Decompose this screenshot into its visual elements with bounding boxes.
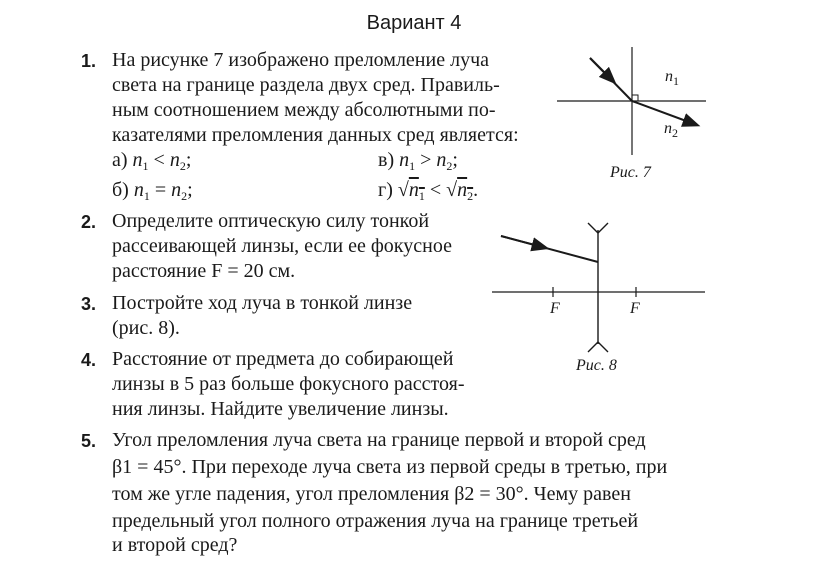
- problem-text-line: линзы в 5 раз больше фокусного расстоя-: [112, 373, 465, 395]
- problem-text-line: света на границе раздела двух сред. Правиль-: [112, 74, 500, 96]
- medium-label-n1: $n_1$: [665, 68, 679, 88]
- answer-option-v: в) $n_1 > n_2$;: [378, 149, 458, 173]
- problem-text-line: ния линзы. Найдите увеличение линзы.: [112, 398, 449, 420]
- answer-option-b: б) $n_1 = n_2$;: [112, 179, 193, 203]
- problem-text-line: рассеивающей линзы, если ее фокусное: [112, 235, 452, 257]
- figure-7-caption: Рис. 7: [610, 164, 651, 181]
- problem-number: 3.: [81, 294, 97, 314]
- problem-number: 1.: [81, 51, 97, 71]
- problem-text-line: (рис. 8).: [112, 317, 180, 339]
- medium-label-n2: $n_2$: [664, 120, 678, 140]
- focus-label-left: F: [550, 300, 560, 317]
- problem-text-line: и второй сред?: [112, 534, 238, 556]
- problem-text-line: том же угле падения, угол преломления β2 = 30°. Чему равен: [112, 483, 631, 505]
- problem-text-line: ным соотношением между абсолютными по-: [112, 99, 496, 121]
- focus-label-right: F: [630, 300, 640, 317]
- problem-text-line: На рисунке 7 изображено преломление луча: [112, 49, 490, 71]
- problem-text-line: Постройте ход луча в тонкой линзе: [112, 292, 413, 314]
- incident-arrow: [501, 236, 546, 248]
- problem-number: 5.: [81, 431, 97, 451]
- answer-option-g: г) $√n_1 < √n_2$.: [378, 179, 479, 203]
- problem-number: 2.: [81, 212, 97, 232]
- problem-text-line: Угол преломления луча света на границе первой и второй сред: [112, 429, 646, 451]
- problem-text-line: β1 = 45°. При переходе луча света из первой среды в третью, при: [112, 456, 668, 478]
- problem-text-line: Расстояние от предмета до собирающей: [112, 348, 454, 370]
- problem-number: 4.: [81, 350, 97, 370]
- variant-title: Вариант 4: [366, 12, 462, 34]
- problem-text-line: расстояние F = 20 см.: [112, 260, 296, 282]
- problem-text-line: казателями преломления данных сред является:: [112, 124, 519, 146]
- answer-option-a: а) $n_1 < n_2$;: [112, 149, 192, 173]
- problem-text-line: предельный угол полного отражения луча на границе третьей: [112, 510, 639, 532]
- figure-8-caption: Рис. 8: [576, 357, 617, 374]
- problem-text-line: Определите оптическую силу тонкой: [112, 210, 430, 232]
